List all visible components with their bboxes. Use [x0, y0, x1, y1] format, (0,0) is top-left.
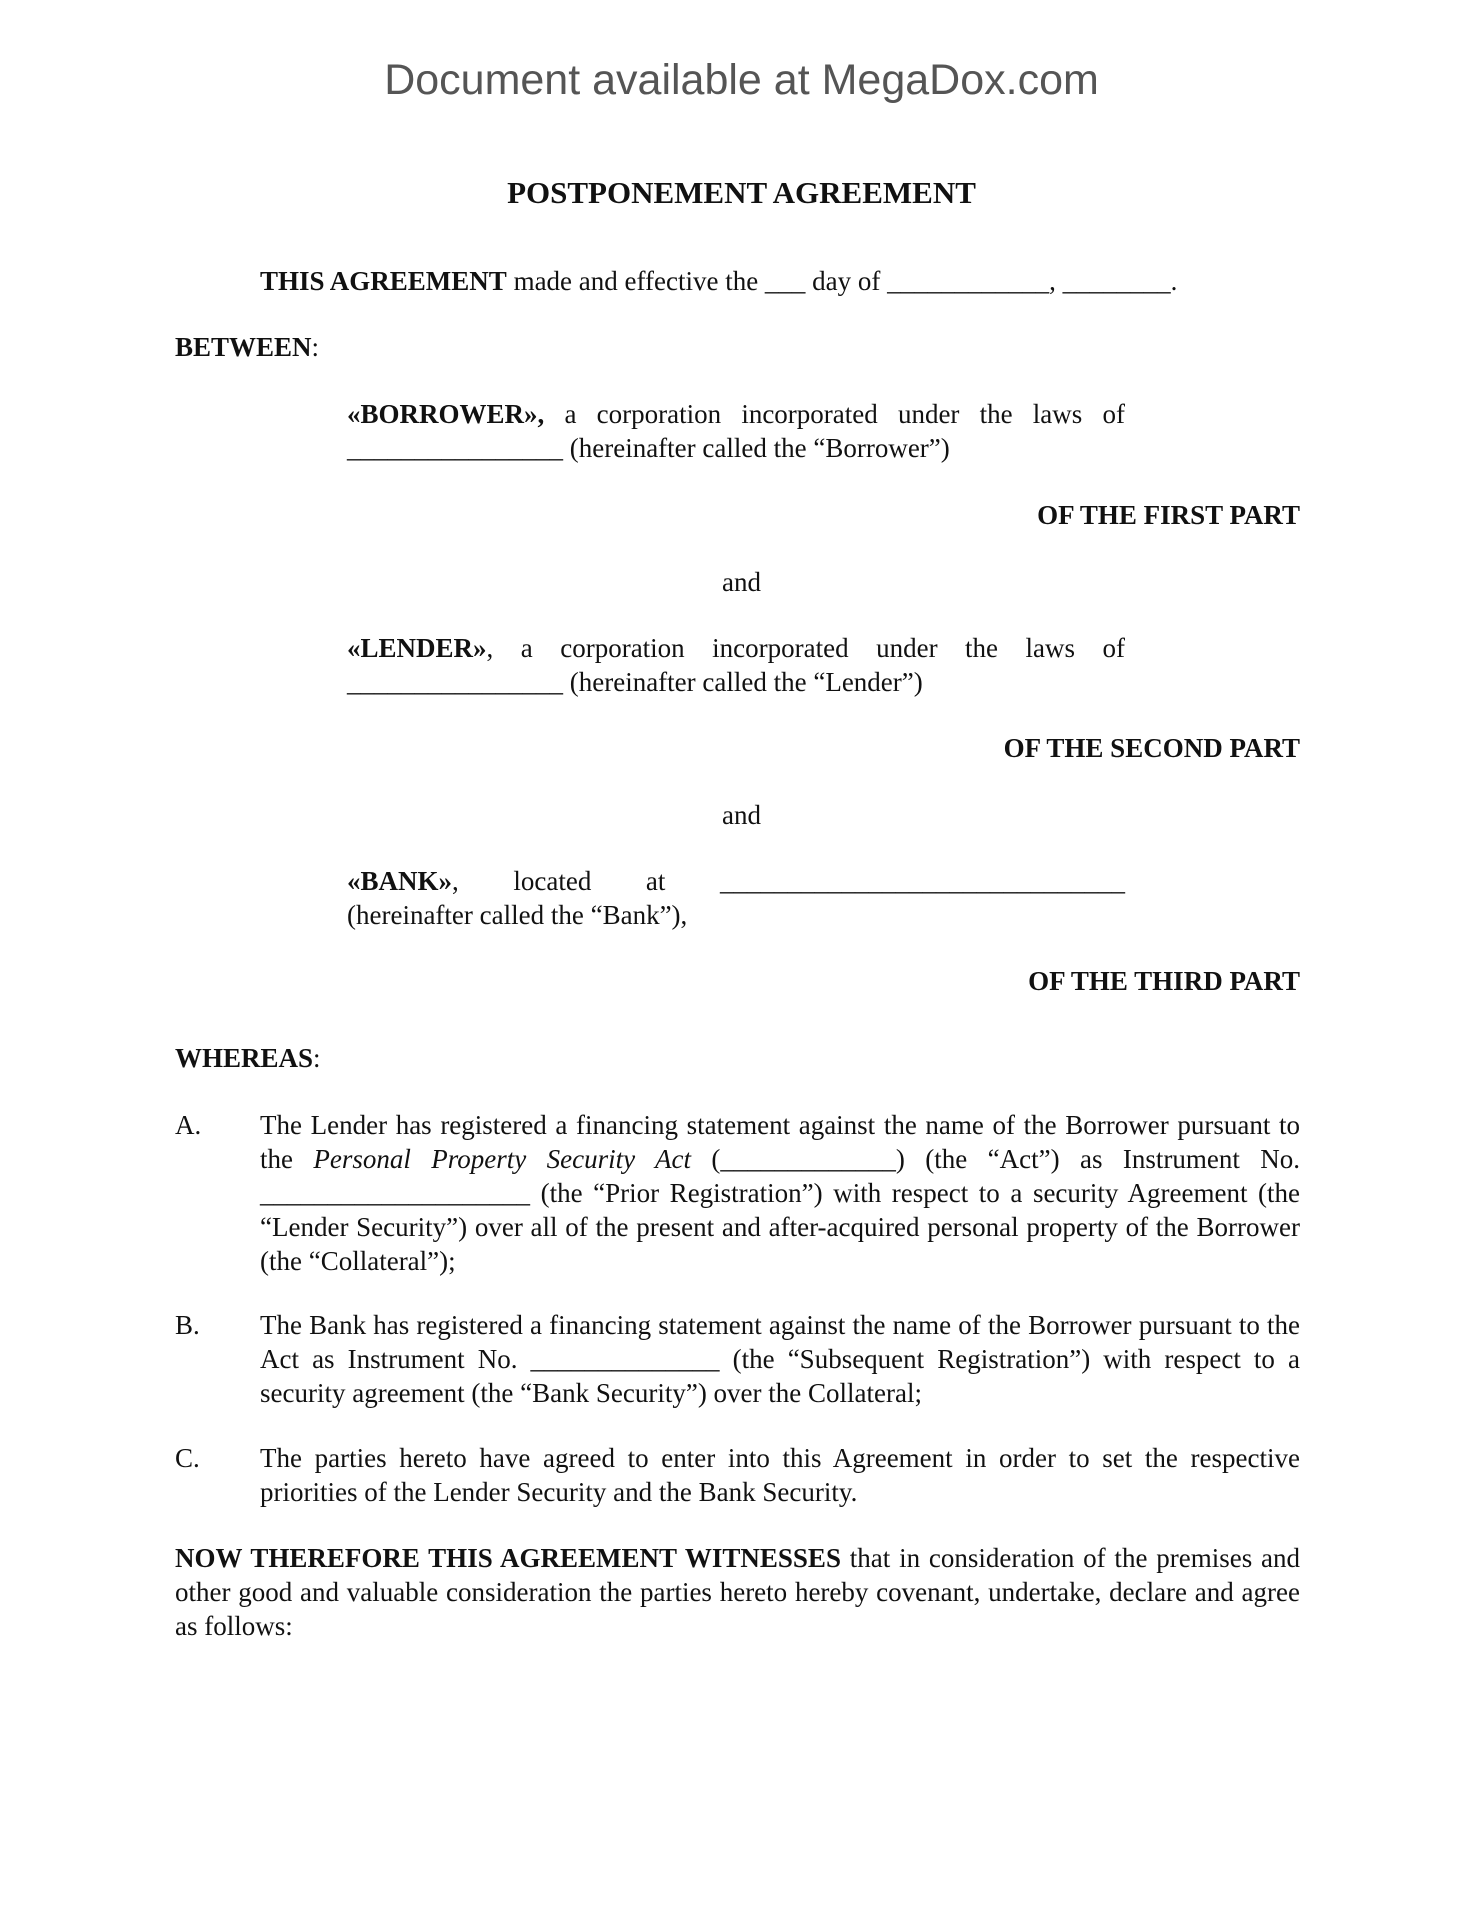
recital-c-text: The parties hereto have agreed to enter into this Agreement in order to set the respective priorities of the Lender Security and the Bank Security. — [260, 1443, 1300, 1507]
recital-a-pre: The Lender has registered a financing statement against the name of the Borrower pursuant to the — [260, 1110, 1300, 1174]
watermark-banner: Document available at MegaDox.com — [384, 56, 1099, 104]
recital-a-post: (_____________) (the “Act”) as Instrument No. ____________________ (the “Prior Registration”) with respect to a security Agreement (the “Lender Security”) over all of the present and after-acquired personal property of the Borrower (the “Collateral”); — [260, 1144, 1300, 1276]
bank-block — [347, 864, 1125, 932]
between-heading — [175, 330, 319, 364]
borrower-line1-text: a corporation incorporated under the laws of — [544, 399, 1125, 429]
bank-name: «BANK» — [347, 866, 453, 896]
intro-bold: THIS AGREEMENT — [260, 266, 507, 296]
witness-clause — [175, 1541, 1300, 1643]
intro-line — [260, 264, 1260, 298]
lender-line-1 — [347, 631, 1125, 665]
recital-a-letter: A. — [175, 1110, 202, 1140]
lender-line1-text: , a corporation incorporated under the laws of — [486, 633, 1125, 663]
lender-line-2: ________________ (hereinafter called the “Lender”) — [347, 667, 923, 697]
and-separator-1: and — [722, 567, 761, 597]
second-part-label: OF THE SECOND PART — [1003, 733, 1300, 763]
bank-line1-text: , located at ______________________________ — [452, 866, 1125, 896]
whereas-heading — [175, 1041, 321, 1075]
bank-line-1 — [347, 864, 1125, 898]
and-separator-2: and — [722, 800, 761, 830]
whereas-label: WHEREAS — [175, 1043, 314, 1073]
witness-rest: that in consideration of the premises and other good and valuable consideration the parties hereto hereby covenant, undertake, declare and agree as follows: — [175, 1543, 1300, 1641]
between-label: BETWEEN — [175, 332, 312, 362]
third-part-label: OF THE THIRD PART — [1028, 966, 1300, 996]
document-title: POSTPONEMENT AGREEMENT — [507, 175, 976, 210]
between-colon: : — [311, 332, 320, 362]
bank-line-2: (hereinafter called the “Bank”), — [347, 900, 688, 930]
witness-bold: NOW THEREFORE THIS AGREEMENT WITNESSES — [175, 1543, 841, 1573]
borrower-line-2: ________________ (hereinafter called the “Borrower”) — [347, 433, 950, 463]
recital-a-italic: Personal Property Security Act — [313, 1144, 691, 1174]
borrower-name: «BORROWER», — [347, 399, 545, 429]
whereas-colon: : — [313, 1043, 321, 1073]
recital-b-text: The Bank has registered a financing statement against the name of the Borrower pursuant to the Act as Instrument No. ______________ (the “Subsequent Registration”) with respect to a security agreement (the “Bank Security”) over the Collateral; — [260, 1310, 1300, 1408]
recital-b-letter: B. — [175, 1310, 200, 1340]
borrower-block — [347, 397, 1125, 465]
recital-a-text — [260, 1108, 1300, 1278]
intro-rest: made and effective the ___ day of ____________, ________. — [506, 266, 1178, 296]
borrower-line-1 — [347, 397, 1125, 431]
first-part-label: OF THE FIRST PART — [1037, 500, 1300, 530]
recital-c-letter: C. — [175, 1443, 200, 1473]
lender-block — [347, 631, 1125, 699]
lender-name: «LENDER» — [347, 633, 487, 663]
